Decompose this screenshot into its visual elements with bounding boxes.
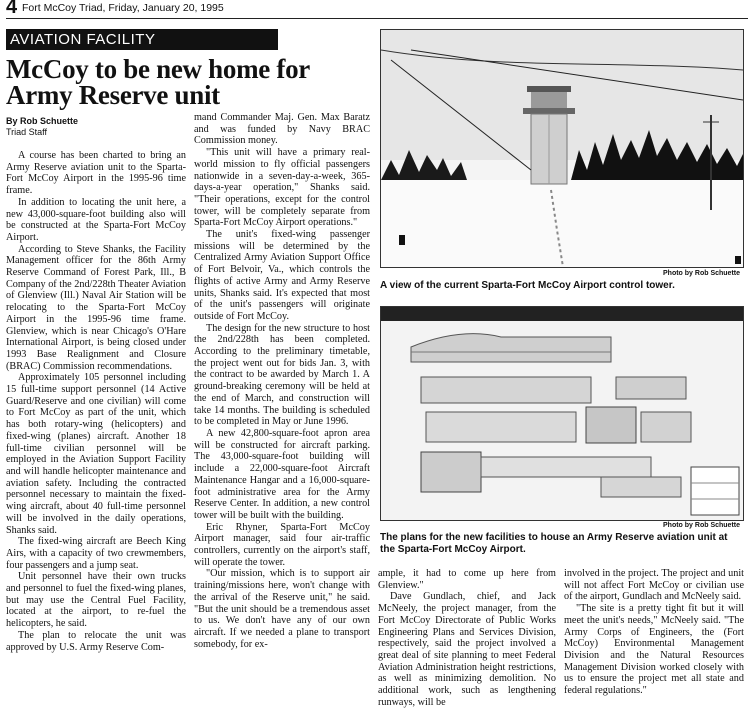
paragraph: The plan to relocate the unit was approved by U.S. Army Reserve Com- — [6, 629, 186, 653]
paragraph: In addition to locating the unit here, a new 43,000-square-foot building also will be constructed at the Sparta-Fort McCoy Airport. — [6, 196, 186, 243]
article-column-3 — [378, 568, 556, 708]
paragraph: "This unit will have a primary real-world mission to fly official passengers nationwide in a seven-day-a-week, 365-days-a-year operation," Shanks said. "Their operations, except for the control tower, will be completely separate from Sparta-Fort McCoy Airport operations." — [194, 147, 370, 229]
paragraph: Unit personnel have their own trucks and personnel to fuel the fixed-wing planes, but may use the Central Fuel Facility, located at the airport, to re-fuel the helicopters, he said. — [6, 571, 186, 630]
photo-credit: Photo by Rob Schuette — [663, 270, 740, 277]
page-folio — [6, 0, 748, 19]
photo-caption: A view of the current Sparta-Fort McCoy Airport control tower. — [380, 280, 675, 291]
paragraph: "Our mission, which is to support air training/missions here, won't change with the arrival of the Reserve unit," he said. "But the unit should be a tremendous asset to us. We don't have any of our own aircraft. If we needed a plane to transport somebody, for ex- — [194, 568, 370, 650]
control-tower-photo — [380, 29, 744, 268]
section-label: AVIATION FACILITY — [6, 29, 278, 50]
control-tower-illustration — [381, 30, 743, 267]
paragraph: A course has been charted to bring an Army Reserve aviation unit to the Sparta-Fort McCoy Airport in the 1995-96 time frame. — [6, 150, 186, 197]
paragraph-continued: ample, it had to come up here from Glenview." — [378, 568, 556, 591]
folio-line: Fort McCoy Triad, Friday, January 20, 1995 — [22, 2, 224, 14]
paragraph: Dave Gundlach, chief, and Jack McNeely, the project manager, from the Fort McCoy Directorate of Public Works Engineering Plans and Services Division, respectively, said the project involved a great deal of site planning to meet Federal Aviation Administration height restrictions, as well as minimizing demolition. No additional work, such as lengthening runways, will be — [378, 591, 556, 708]
facility-plans-illustration — [381, 307, 743, 520]
article-column-1 — [6, 150, 186, 653]
paragraph: "The site is a pretty tight fit but it will meet the unit's needs," McNeely said. "The Army Corps of Engineers, the (Fort McCoy) Environmental Management Division and the Natural Resources Management Division worked closely with us to ensure the project met all state and federal regulations." — [564, 603, 744, 697]
facility-plans-photo — [380, 306, 744, 521]
page-number: 4 — [6, 0, 18, 18]
article-column-2 — [194, 112, 370, 650]
paragraph: According to Steve Shanks, the Facility Management officer for the 86th Army Reserve Command of Forest Park, Ill., B Company of the 2nd/228th Theater Aviation of Glenview (Ill.) Naval Air Station will be relocating to the Sparta-Fort McCoy Airport in the 1995-96 time frame. Glenview, which is near Chicago's O'Hare International Airport, is being closed under 1993 Base Realignment and Closure (BRAC) Commission recommendations. — [6, 243, 186, 372]
byline — [6, 116, 186, 138]
paragraph: A new 42,800-square-foot apron area will be constructed for aircraft parking. The 43,000-square-foot building will include a 22,000-square-foot Aircraft Maintenance Hangar and a 16,000-square-foot administrative area for the Army Reserve Center. In addition, a new control tower will be built with the building. — [194, 427, 370, 521]
headline: McCoy to be new home for Army Reserve unit — [6, 54, 310, 110]
photo-caption: The plans for the new facilities to house an Army Reserve aviation unit at the Sparta-Fort McCoy Airport. — [380, 532, 728, 555]
paragraph-continued: involved in the project. The project and unit will not affect Fort McCoy or civilian use of the airport, Gundlach and McNeely said. — [564, 568, 744, 603]
paragraph: The design for the new structure to host the 2nd/228th has been completed. According to the preliminary timetable, the project went out for bids Jan. 3, with the contract to be awarded by March 1. A ground-breaking ceremony will be held at the end of March, and construction will take 14 months. The building is scheduled to be completed in May or June 1996. — [194, 322, 370, 428]
paragraph: Approximately 105 personnel including 15 full-time support personnel (14 Active Guard/Reserve and one civilian) will come to Fort McCoy as part of the unit, which has both rotary-wing (helicopters) and fixed-wing (planes) aircraft. Another 18 full-time civilian personnel will be employed in the Aviation Support Facility and will handle helicopter maintenance and aviation safety. Including the contracted personnel necessary to maintain the fixed-wing aircraft, about 40 full-time personnel will be involved in the daily operations, Shanks said. — [6, 372, 186, 536]
photo-credit: Photo by Rob Schuette — [663, 522, 740, 529]
paragraph: The fixed-wing aircraft are Beech King Airs, with a capacity of two crewmembers, four passengers and a jump seat. — [6, 536, 186, 571]
paragraph: Eric Rhyner, Sparta-Fort McCoy Airport manager, said four air-traffic controllers, currently on the airport's staff, will operate the tower. — [194, 521, 370, 568]
byline-author: By Rob Schuette — [6, 116, 79, 126]
paragraph: The unit's fixed-wing passenger missions will be determined by the Centralized Army Aviation Support Office of Fort Belvoir, Va., which controls the flights of active Army and Army Reserve units, Shanks said. It's expected that most of the unit's passengers will originate outside of Fort McCoy. — [194, 229, 370, 322]
byline-role: Triad Staff — [6, 127, 48, 137]
article-column-4 — [564, 568, 744, 697]
paragraph-continued: mand Commander Maj. Gen. Max Baratz and was funded by Navy BRAC Commission money. — [194, 112, 370, 147]
